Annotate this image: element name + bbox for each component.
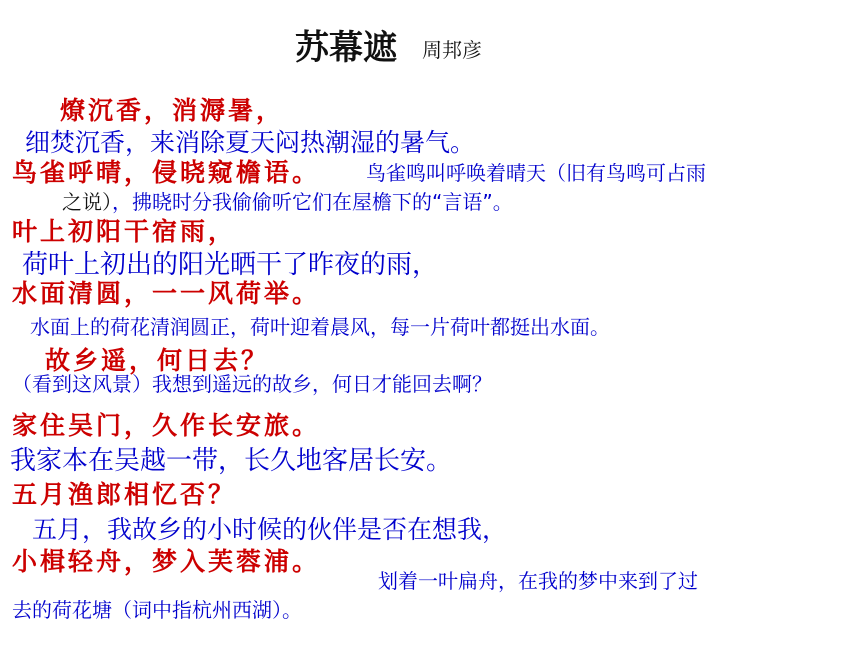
author-name: 周邦彦 — [422, 38, 482, 62]
poem-line-7: 五月渔郎相忆否？ — [12, 480, 237, 509]
translation-line-8a: 划着一叶扁舟，在我的梦中来到了过 — [378, 569, 698, 593]
poem-line-3: 叶上初阳干宿雨， — [12, 217, 237, 246]
translation-line-8b: 去的荷花塘（词中指杭州西湖）。 — [12, 598, 302, 622]
poem-line-1: 燎沉香，消溽暑， — [60, 96, 285, 125]
poem-line-6: 家住吴门，久作长安旅。 — [12, 411, 321, 440]
poem-line-2: 鸟雀呼晴，侵晓窥檐语。 — [12, 158, 321, 187]
translation-line-2b-blue: ，拂晓时分我偷偷听它们在屋檐下的“言语”。 — [112, 190, 513, 214]
poem-line-5: 故乡遥，何日去？ — [45, 346, 270, 375]
page-title: 苏幕遮 — [295, 28, 397, 68]
translation-line-7: 五月，我故乡的小时候的伙伴是否在想我， — [32, 515, 508, 544]
translation-line-3: 荷叶上初出的阳光晒干了昨夜的雨， — [22, 250, 439, 280]
translation-line-4: 水面上的荷花清润圆正，荷叶迎着晨风，每一片荷叶都挺出水面。 — [30, 315, 610, 339]
translation-line-6: 我家本在吴越一带，长久地客居长安。 — [10, 446, 453, 476]
poem-line-8: 小楫轻舟，梦入芙蓉浦。 — [12, 547, 321, 576]
translation-line-5: （看到这风景）我想到遥远的故乡，何日才能回去啊？ — [12, 372, 492, 396]
translation-line-2b-black: 之说） — [62, 190, 112, 214]
translation-line-2a: 鸟雀鸣叫呼唤着晴天（旧有鸟鸣可占雨 — [366, 161, 706, 185]
poem-line-4: 水面清圆，一一风荷举。 — [12, 279, 321, 308]
translation-line-1: 细焚沉香，来消除夏天闷热潮湿的暑气。 — [25, 128, 476, 157]
translation-line-2b — [62, 186, 513, 215]
